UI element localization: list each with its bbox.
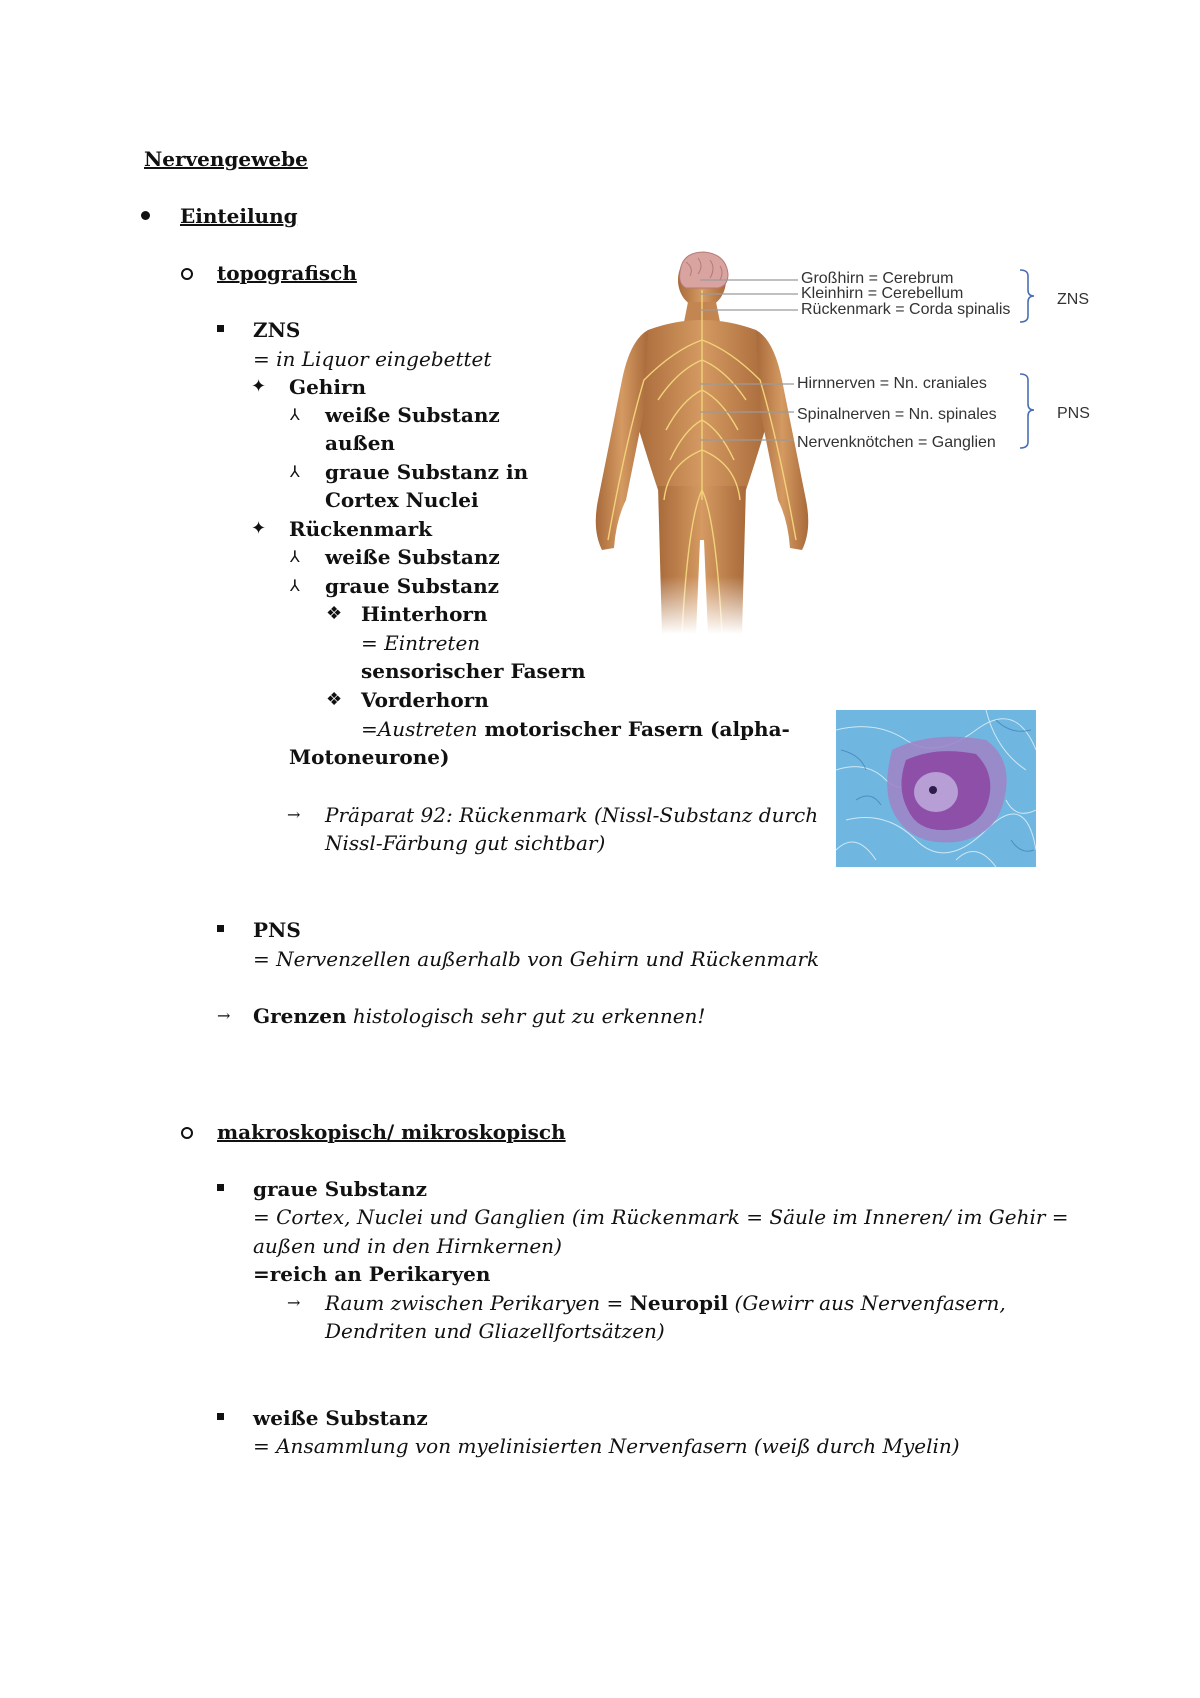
- label-grosshirn: Großhirn = Cerebrum: [801, 270, 954, 287]
- bullet-dot-icon: [141, 211, 150, 220]
- brace-pns: [1020, 374, 1034, 448]
- zns-label: ZNS: [253, 318, 301, 342]
- arrow-bullet-icon: ⅄: [290, 576, 300, 595]
- heading-einteilung: Einteilung: [180, 204, 298, 228]
- label-pns: PNS: [1057, 405, 1090, 422]
- rm-graue-substanz: graue Substanz: [325, 574, 500, 598]
- star-bullet-icon: ✦: [251, 376, 267, 397]
- vorderhorn-def-2: Motoneurone): [289, 745, 450, 769]
- label-ganglien: Nervenknötchen = Ganglien: [797, 434, 996, 451]
- graue-substanz-def-2: außen und in den Hirnkernen): [253, 1234, 562, 1258]
- neuropil-bold: Neuropil: [629, 1291, 729, 1315]
- neuron-nucleolus: [929, 786, 937, 794]
- bullet-square-icon: [217, 1184, 224, 1191]
- rm-weisse-substanz: weiße Substanz: [325, 545, 500, 569]
- gehirn-item-grau: graue Substanz in: [325, 460, 529, 484]
- diamond-bullet-icon: ❖: [326, 689, 343, 710]
- vorderhorn-def-italic: =Austreten: [361, 717, 478, 741]
- label-zns: ZNS: [1057, 291, 1089, 308]
- pns-definition: = Nervenzellen außerhalb von Gehirn und Rückenmark: [253, 947, 820, 971]
- arrow-bullet-icon: ⅄: [290, 405, 300, 424]
- neuropil-line: [325, 1289, 1006, 1317]
- neuropil-italic-2: (Gewirr aus Nervenfasern,: [728, 1291, 1006, 1315]
- page-title: Nervengewebe: [144, 147, 308, 171]
- arrow-bullet-icon: ⅄: [290, 547, 300, 566]
- heading-makroskopisch: makroskopisch/ mikroskopisch: [217, 1120, 566, 1144]
- label-rueckenmark: Rückenmark = Corda spinalis: [801, 301, 1011, 318]
- weisse-substanz-def: = Ansammlung von myelinisierten Nervenfasern (weiß durch Myelin): [253, 1434, 960, 1458]
- bullet-circle-icon: [181, 268, 193, 280]
- heading-topografisch: topografisch: [217, 261, 357, 285]
- bullet-square-icon: [217, 325, 224, 332]
- gehirn-item-aussen: außen: [325, 431, 395, 455]
- bullet-circle-icon: [181, 1127, 193, 1139]
- gehirn-item-weiss: weiße Substanz: [325, 403, 500, 427]
- bullet-square-icon: [217, 925, 224, 932]
- weisse-substanz-label: weiße Substanz: [253, 1406, 428, 1430]
- praeparat-line-2: Nissl-Färbung gut sichtbar): [325, 831, 606, 855]
- label-spinalnerven: Spinalnerven = Nn. spinales: [797, 406, 997, 423]
- vorderhorn-def: [361, 715, 790, 743]
- gehirn-label: Gehirn: [289, 375, 367, 399]
- diamond-bullet-icon: ❖: [326, 603, 343, 624]
- rueckenmark-label: Rückenmark: [289, 517, 432, 541]
- brace-zns: [1020, 270, 1034, 322]
- hinterhorn-def-2: sensorischer Fasern: [361, 659, 586, 683]
- arrow-bullet-icon: ⅄: [290, 462, 300, 481]
- star-bullet-icon: ✦: [251, 518, 267, 539]
- arrow-right-icon: →: [217, 1006, 231, 1025]
- label-hirnnerven: Hirnnerven = Nn. craniales: [797, 375, 987, 392]
- zns-definition: = in Liquor eingebettet: [253, 347, 492, 371]
- hinterhorn-label: Hinterhorn: [361, 602, 488, 626]
- nissl-stain-micrograph: [836, 710, 1036, 867]
- neuropil-line-2: Dendriten und Gliazellfortsätzen): [325, 1319, 665, 1343]
- bullet-square-icon: [217, 1413, 224, 1420]
- grenzen-italic: histologisch sehr gut zu erkennen!: [346, 1004, 706, 1028]
- arrow-right-icon: →: [287, 805, 301, 824]
- pns-label: PNS: [253, 918, 301, 942]
- grenzen-line: [253, 1002, 705, 1030]
- neuropil-italic-1: Raum zwischen Perikaryen =: [325, 1291, 630, 1315]
- vorderhorn-label: Vorderhorn: [361, 688, 489, 712]
- vorderhorn-def-bold: motorischer Fasern (alpha-: [477, 717, 790, 741]
- hinterhorn-def-1: = Eintreten: [361, 631, 481, 655]
- graue-substanz-reich: =reich an Perikaryen: [253, 1262, 491, 1286]
- gehirn-item-cortex: Cortex Nuclei: [325, 488, 479, 512]
- label-kleinhirn: Kleinhirn = Cerebellum: [801, 285, 964, 302]
- graue-substanz-def-1: = Cortex, Nuclei und Ganglien (im Rückenmark = Säule im Inneren/ im Gehir =: [253, 1205, 1069, 1229]
- praeparat-line-1: Präparat 92: Rückenmark (Nissl-Substanz durch: [325, 803, 819, 827]
- arrow-right-icon: →: [287, 1293, 301, 1312]
- graue-substanz-label: graue Substanz: [253, 1177, 428, 1201]
- grenzen-bold: Grenzen: [253, 1004, 347, 1028]
